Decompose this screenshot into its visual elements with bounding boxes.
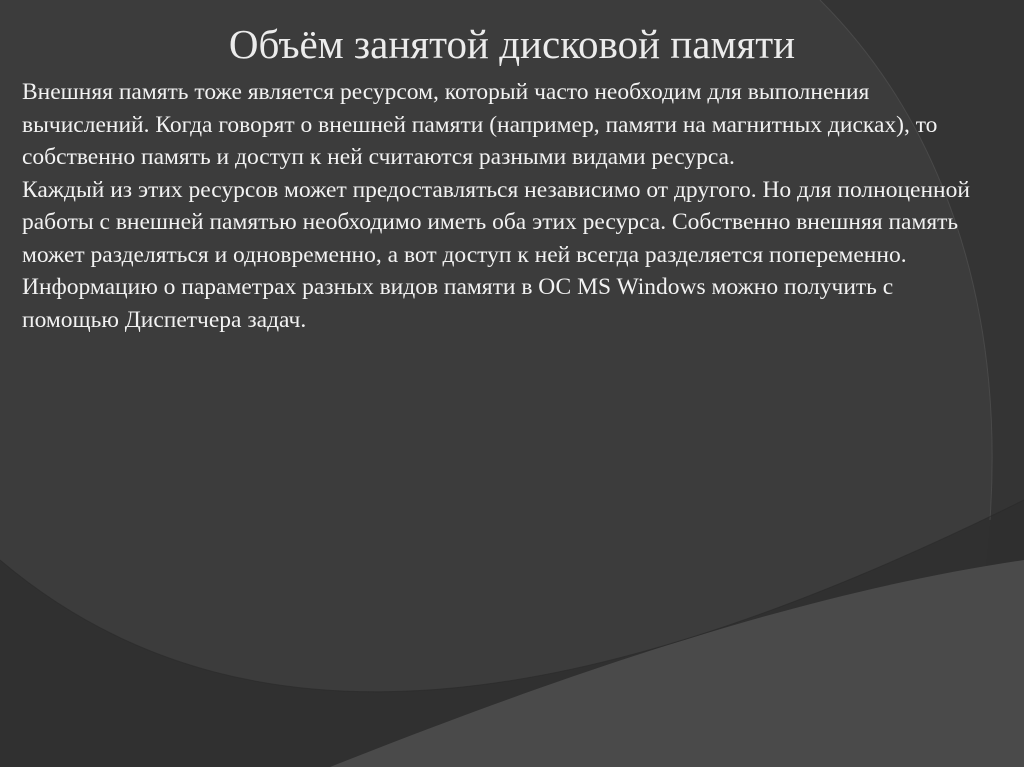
paragraph-task-manager: Информацию о параметрах разных видов памяти в ОС MS Windows можно получить с помощью Диспетчера задач. bbox=[22, 274, 894, 333]
paragraph-resource-sharing: Каждый из этих ресурсов может предоставляться независимо от другого. Но для полноценной работы с внешней памятью необходимо иметь оба этих ресурса. Собственно внешняя память может разделяться и одновременно, а вот доступ к ней всегда разделяется попеременно. bbox=[22, 176, 970, 268]
paragraph-external-memory: Внешняя память тоже является ресурсом, который часто необходим для выполнения вычислений. Когда говорят о внешней памяти (например, памяти на магнитных дисках), то собственно память и доступ к ней считаются разными видами ресурса. bbox=[22, 79, 938, 170]
slide-body bbox=[22, 76, 972, 336]
slide-title: Объём занятой дисковой памяти bbox=[228, 21, 796, 67]
